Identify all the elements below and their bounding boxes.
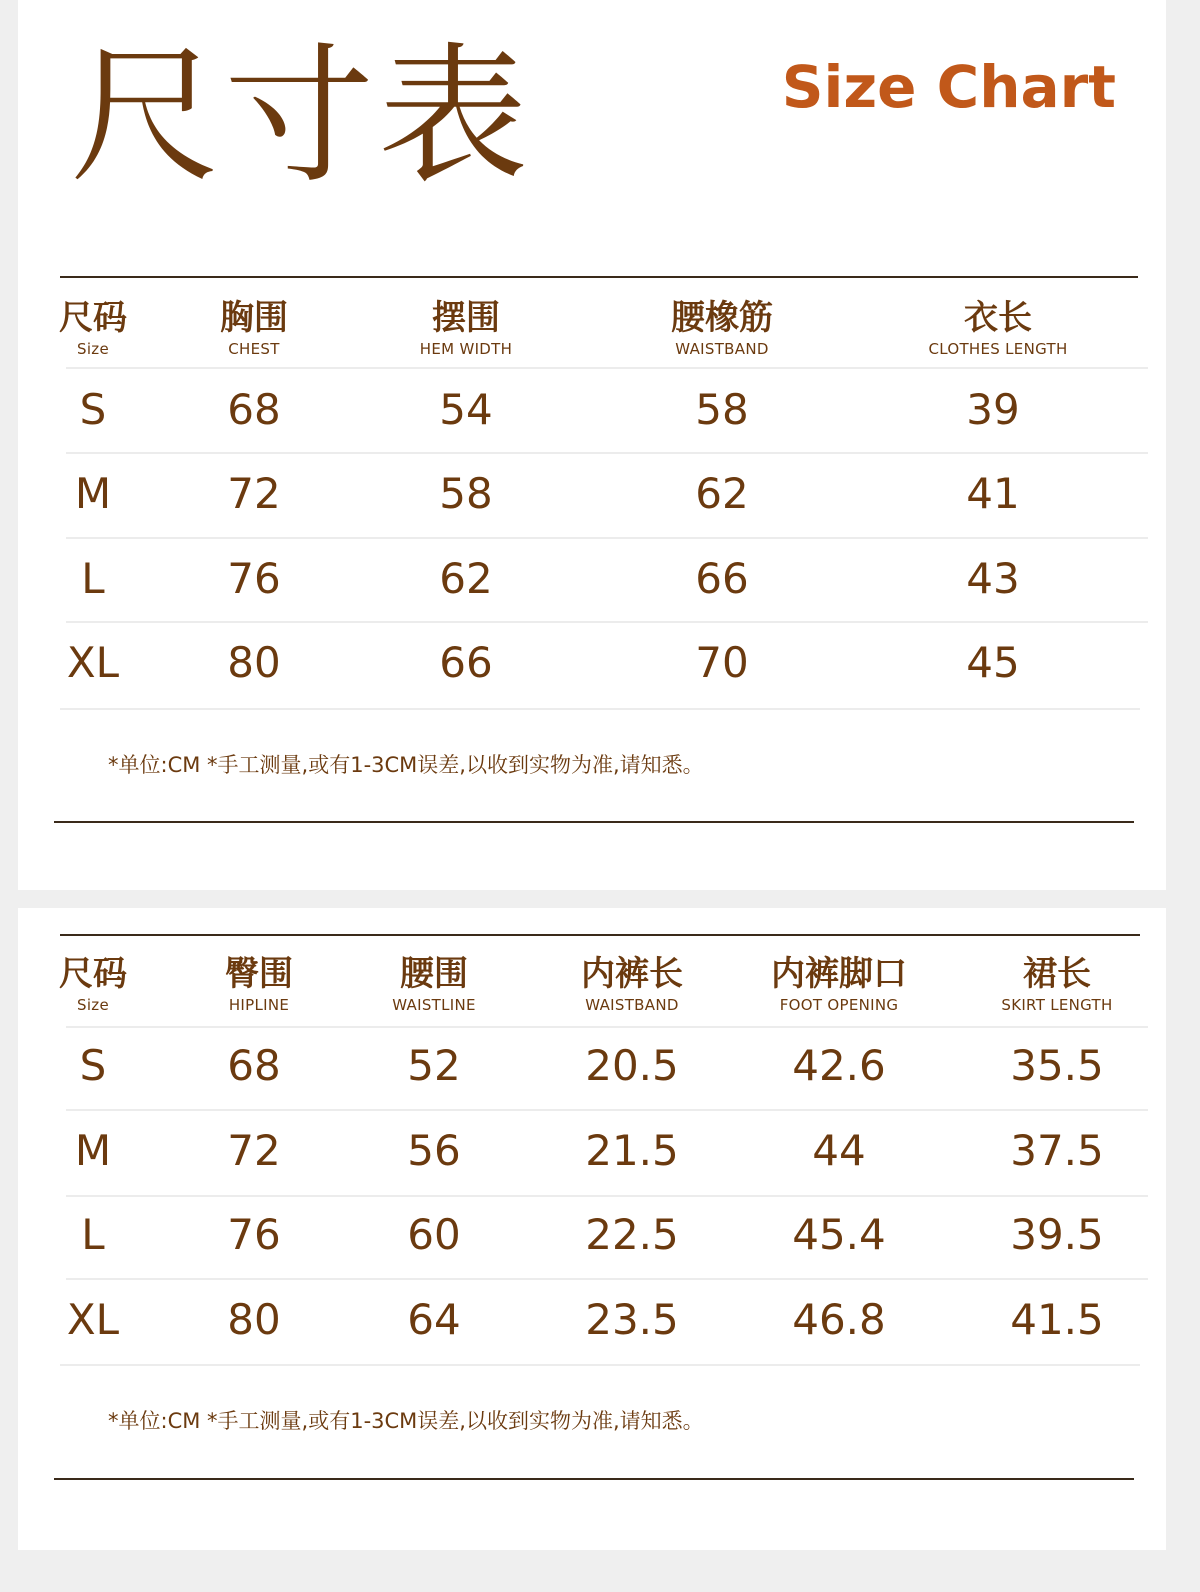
- header-clothes-length: 衣长 CLOTHES LENGTH: [928, 298, 1068, 358]
- cell-size: L: [81, 554, 105, 603]
- table-row: [18, 1109, 1166, 1193]
- table-top-divider: [60, 276, 1138, 278]
- cell-waistband: 66: [695, 554, 749, 603]
- cell-size: XL: [66, 1295, 120, 1344]
- header-foot-opening: 内裤脚口 FOOT OPENING: [771, 954, 907, 1014]
- cell-waistband: 62: [695, 469, 749, 518]
- cell-clothes-length: 45: [966, 638, 1020, 687]
- header-waistline: 腰围 WAISTLINE: [392, 954, 476, 1014]
- header-size: 尺码 Size: [59, 954, 127, 1014]
- cell-size: L: [81, 1210, 105, 1259]
- cell-waistband: 70: [695, 638, 749, 687]
- cell-size: M: [74, 469, 112, 518]
- cell-size: M: [74, 1126, 112, 1175]
- size-chart-panel-top: [18, 0, 1166, 890]
- header-hem-width: 摆围 HEM WIDTH: [419, 298, 513, 358]
- page-subtitle: Size Chart: [781, 53, 1116, 121]
- size-chart-panel-bottom: [18, 908, 1166, 1550]
- cell-clothes-length: 41: [966, 469, 1020, 518]
- cell-foot-opening: 46.8: [792, 1295, 886, 1344]
- table-bottom-divider: [54, 1478, 1134, 1480]
- cell-waistline: 52: [407, 1041, 461, 1090]
- header-underwear-length: 内裤长 WAISTBAND: [581, 954, 683, 1014]
- measurement-note: *单位:CM *手工测量,或有1-3CM误差,以收到实物为准,请知悉。: [108, 753, 704, 777]
- table-row: [18, 1278, 1166, 1362]
- table-row: [18, 537, 1166, 621]
- header-size: 尺码 Size: [59, 298, 127, 358]
- cell-hipline: 68: [227, 1041, 281, 1090]
- cell-skirt-length: 41.5: [1010, 1295, 1104, 1344]
- cell-skirt-length: 35.5: [1010, 1041, 1104, 1090]
- table-row: [18, 1024, 1166, 1108]
- cell-hipline: 80: [227, 1295, 281, 1344]
- cell-skirt-length: 39.5: [1010, 1210, 1104, 1259]
- header-hipline: 臀围 HIPLINE: [225, 954, 293, 1014]
- measurement-note: *单位:CM *手工测量,或有1-3CM误差,以收到实物为准,请知悉。: [108, 1409, 704, 1433]
- cell-size: S: [79, 1041, 107, 1090]
- cell-waistband: 58: [695, 385, 749, 434]
- cell-foot-opening: 45.4: [792, 1210, 886, 1259]
- table-row: [18, 621, 1166, 705]
- page-title: 尺寸表: [70, 30, 533, 204]
- cell-chest: 76: [227, 554, 281, 603]
- cell-skirt-length: 37.5: [1010, 1126, 1104, 1175]
- cell-chest: 80: [227, 638, 281, 687]
- cell-waistline: 64: [407, 1295, 461, 1344]
- cell-hem-width: 62: [439, 554, 493, 603]
- cell-clothes-length: 39: [966, 385, 1020, 434]
- cell-chest: 72: [227, 469, 281, 518]
- cell-hipline: 76: [227, 1210, 281, 1259]
- cell-underwear-length: 20.5: [585, 1041, 679, 1090]
- cell-foot-opening: 44: [812, 1126, 866, 1175]
- header-waistband: 腰橡筋 WAISTBAND: [671, 298, 773, 358]
- header-skirt-length: 裙长 SKIRT LENGTH: [1001, 954, 1113, 1014]
- cell-clothes-length: 43: [966, 554, 1020, 603]
- cell-size: XL: [66, 638, 120, 687]
- table-bottom-divider: [54, 821, 1134, 823]
- cell-hem-width: 66: [439, 638, 493, 687]
- table-row: [18, 1193, 1166, 1277]
- cell-waistline: 56: [407, 1126, 461, 1175]
- row-divider: [60, 1364, 1140, 1366]
- table-row: [18, 368, 1166, 452]
- cell-underwear-length: 23.5: [585, 1295, 679, 1344]
- cell-waistline: 60: [407, 1210, 461, 1259]
- cell-chest: 68: [227, 385, 281, 434]
- cell-foot-opening: 42.6: [792, 1041, 886, 1090]
- table-top-divider: [60, 934, 1140, 936]
- cell-hem-width: 58: [439, 469, 493, 518]
- header-chest: 胸围 CHEST: [220, 298, 288, 358]
- table-row: [18, 452, 1166, 536]
- row-divider: [60, 708, 1140, 710]
- cell-underwear-length: 22.5: [585, 1210, 679, 1259]
- cell-underwear-length: 21.5: [585, 1126, 679, 1175]
- cell-hem-width: 54: [439, 385, 493, 434]
- cell-size: S: [79, 385, 107, 434]
- cell-hipline: 72: [227, 1126, 281, 1175]
